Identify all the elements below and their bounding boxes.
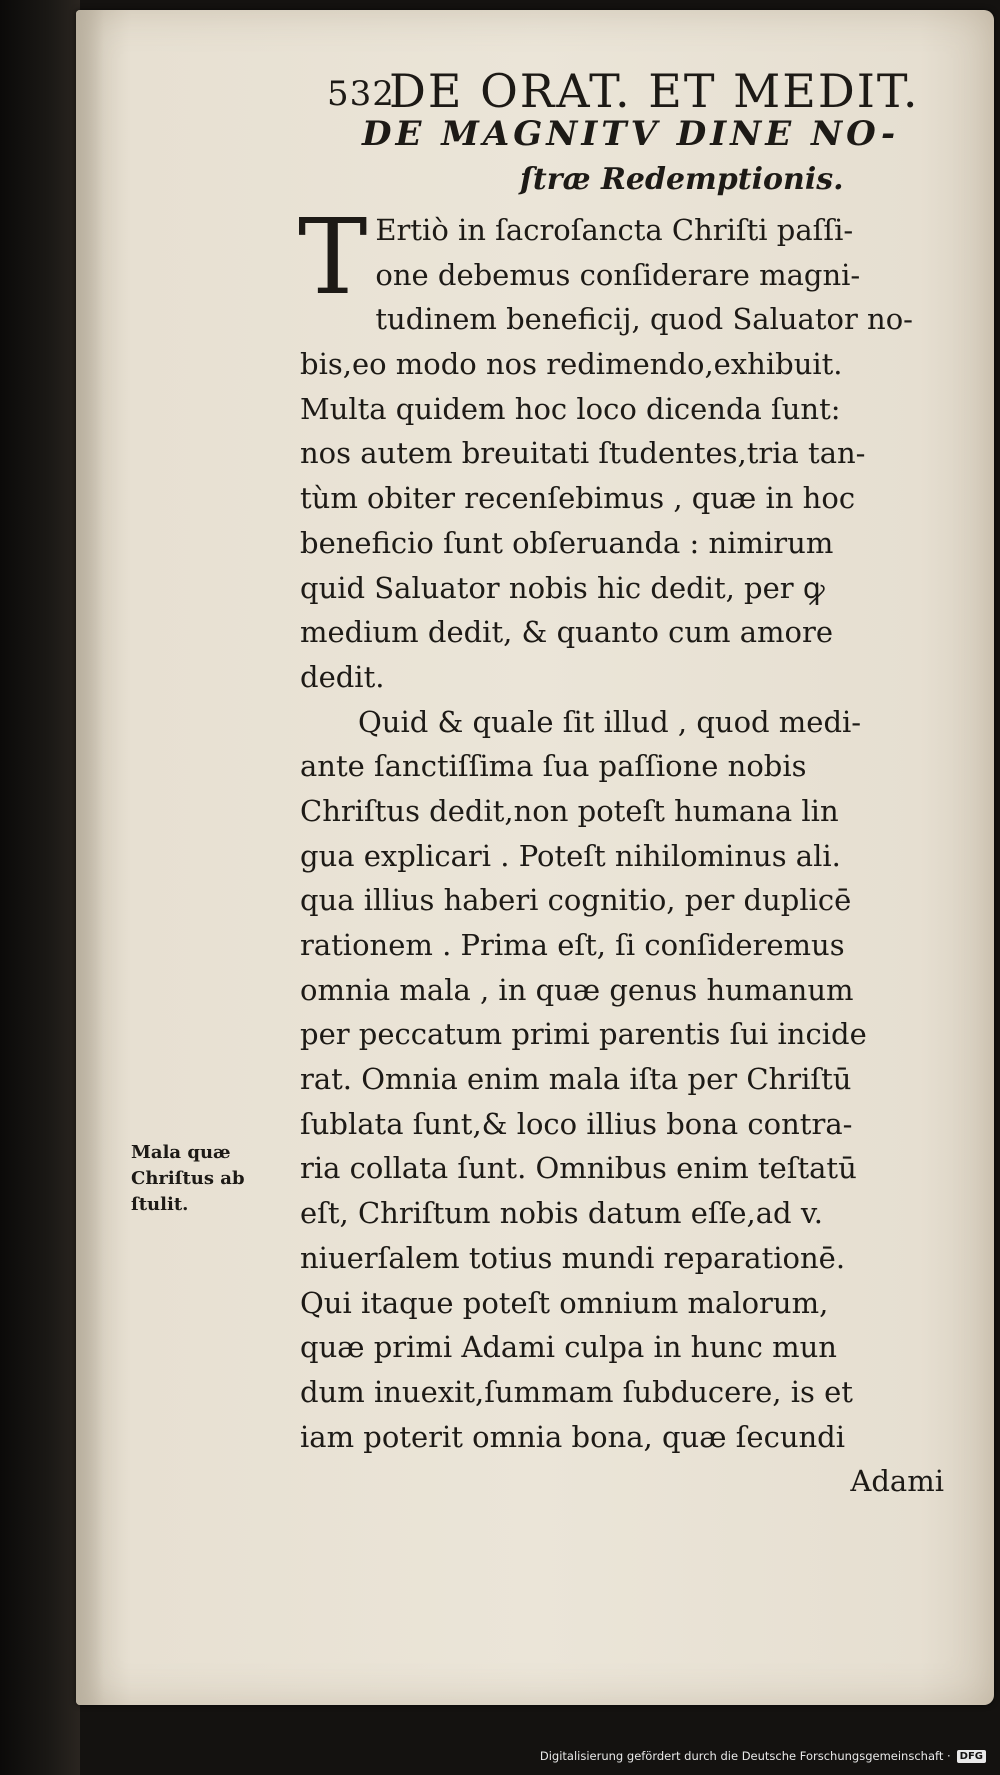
text-line: gua explicari . Poteſt nihilominus ali. xyxy=(300,838,841,873)
margin-note-line: ſtulit. xyxy=(131,1194,189,1215)
text-line: Ertiò in ſacroſancta Chriſti paſſi- xyxy=(375,213,854,247)
margin-note xyxy=(131,1140,281,1218)
text-line: one debemus conſiderare magni- xyxy=(375,257,861,292)
text-line: rationem . Prima eſt, ſi conſideremus xyxy=(300,928,845,962)
book-spine-shadow xyxy=(0,0,80,1775)
text-line: quid Saluator nobis hic dedit, per ꝙ xyxy=(300,570,825,605)
text-line: Multa quidem hoc loco dicenda ſunt: xyxy=(300,391,841,426)
text-line: beneficio ſunt obſeruanda : nimirum xyxy=(300,525,834,560)
margin-note-line: Mala quæ xyxy=(131,1142,231,1163)
text-line: medium dedit, & quanto cum amore xyxy=(300,615,834,650)
text-line: ante ſanctiſſima ſua paſſione nobis xyxy=(300,749,807,784)
text-line: niuerſalem totius mundi reparationē. xyxy=(300,1240,846,1275)
text-line: per peccatum primi parentis ſui incide xyxy=(300,1017,867,1052)
digitization-credit xyxy=(540,1745,986,1767)
text-line: tudinem beneficij, quod Saluator no- xyxy=(375,302,913,337)
text-line: eſt, Chriſtum nobis datum eſſe,ad v. xyxy=(300,1196,823,1231)
page-gutter-edge xyxy=(76,10,104,1705)
body-text xyxy=(298,196,970,1504)
text-line: nos autem breuitati ſtudentes,tria tan- xyxy=(300,436,866,471)
text-line: bis,eo modo nos redimendo,exhibuit. xyxy=(300,347,843,382)
section-heading-line-2: ſtræ Redemptionis. xyxy=(520,162,844,197)
credit-text: Digitalisierung gefördert durch die Deutsche Forschungsgemeinschaft · xyxy=(539,1749,951,1763)
text-line: ria collata ſunt. Omnibus enim teſtatū xyxy=(300,1151,857,1186)
text-line: dedit. xyxy=(300,659,385,694)
text-line: quæ primi Adami culpa in hunc mun xyxy=(300,1330,837,1365)
text-line: Qui itaque poteſt omnium malorum, xyxy=(300,1285,829,1320)
catchword: Adami xyxy=(850,1464,944,1499)
dfg-logo-icon: DFG xyxy=(957,1750,986,1763)
text-line: omnia mala , in quæ genus humanum xyxy=(300,972,854,1007)
first-paragraph-opening xyxy=(298,196,970,318)
text-line: rat. Omnia enim mala iſta per Chriſtū xyxy=(300,1062,852,1097)
page-number: 532 xyxy=(327,74,395,114)
drop-cap-initial: T xyxy=(298,196,368,318)
text-line: qua illius haberi cognitio, per duplicē xyxy=(300,883,852,918)
margin-note-line: Chriſtus ab xyxy=(131,1168,245,1189)
text-line: dum inuexit,ſummam ſubducere, is et xyxy=(300,1374,853,1409)
text-line: ſublata ſunt,& loco illius bona contra- xyxy=(300,1106,853,1141)
text-line: Quid & quale ſit illud , quod medi- xyxy=(358,704,862,739)
text-line: iam poterit omnia bona, quæ ſecundi xyxy=(300,1419,846,1454)
section-heading-line-1: DE MAGNITV DINE NO- xyxy=(362,114,900,154)
running-title: DE ORAT. ET MEDIT. xyxy=(389,64,920,118)
text-line: Chriſtus dedit,non poteſt humana lin xyxy=(300,793,839,828)
text-line: tùm obiter recenſebimus , quæ in hoc xyxy=(300,481,856,516)
